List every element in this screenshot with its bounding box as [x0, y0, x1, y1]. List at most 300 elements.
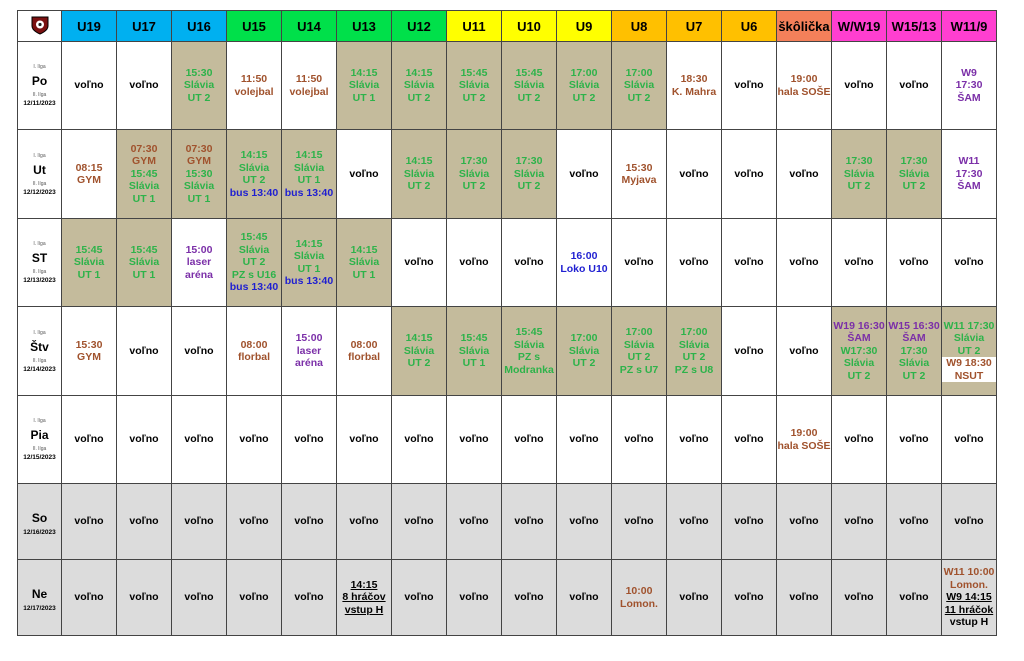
schedule-entry-line: aréna — [294, 357, 324, 370]
schedule-entry-line: voľno — [569, 515, 599, 528]
schedule-cell — [832, 560, 887, 636]
day-label-cell — [18, 396, 62, 484]
schedule-entry-line: Slávia — [403, 79, 435, 92]
schedule-entry-line: UT 2 — [187, 91, 211, 104]
schedule-entry-line: W17:30 — [840, 344, 878, 357]
schedule-entry-line: Slávia — [513, 167, 545, 180]
schedule-cell — [557, 42, 612, 130]
schedule-entry-line: voľno — [459, 591, 489, 604]
schedule-entry-line: Slávia — [458, 167, 490, 180]
schedule-entry-line: W9 18:30 — [942, 357, 996, 370]
schedule-entry-line: UT 2 — [682, 351, 706, 363]
schedule-entry-line: voľno — [789, 515, 819, 528]
schedule-entry-line: voľno — [789, 167, 819, 180]
schedule-entry-line: voľno — [679, 591, 709, 604]
column-header-u17: U17 — [117, 11, 172, 42]
schedule-entry-line: Slávia — [458, 79, 490, 92]
schedule-cell — [667, 130, 722, 219]
schedule-entry-line: Loko U10 — [560, 262, 608, 275]
schedule-cell — [667, 219, 722, 307]
schedule-entry-line: Modranka — [504, 363, 554, 376]
schedule-cell — [832, 396, 887, 484]
schedule-cell — [227, 396, 282, 484]
schedule-entry-line: 15:00 — [295, 332, 323, 345]
schedule-cell — [337, 484, 392, 560]
day-row — [18, 307, 997, 396]
schedule-cell — [62, 307, 117, 396]
schedule-entry-line: voľno — [954, 433, 984, 446]
day-date: 12/13/2023 — [23, 277, 56, 284]
schedule-entry-line: 15:45 — [460, 66, 488, 79]
schedule-entry-line: Slávia — [843, 357, 875, 370]
schedule-entry-line: bus 13:40 — [284, 186, 334, 199]
schedule-cell — [887, 130, 942, 219]
schedule-cell — [832, 307, 887, 396]
schedule-cell — [392, 560, 447, 636]
day-name: Ne — [31, 587, 48, 601]
schedule-entry-line: Slávia — [513, 79, 545, 92]
schedule-entry-line: W11 17:30 — [943, 319, 995, 332]
schedule-cell — [612, 219, 667, 307]
schedule-entry-line: UT 2 — [627, 351, 651, 363]
schedule-entry-line: 17:30 — [845, 155, 873, 168]
schedule-cell — [447, 396, 502, 484]
league-note: II. líga — [32, 92, 47, 98]
schedule-entry-line: W11 — [958, 155, 980, 168]
schedule-cell — [337, 560, 392, 636]
schedule-entry-line: Slávia — [183, 180, 215, 193]
schedule-entry-line: UT 2 — [957, 344, 981, 357]
schedule-cell — [557, 307, 612, 396]
schedule-entry-line: 15:45 — [240, 231, 268, 244]
schedule-entry-line: bus 13:40 — [229, 281, 279, 294]
schedule-entry-line: 17:00 — [570, 66, 598, 79]
schedule-cell — [942, 396, 997, 484]
schedule-entry-line: florbal — [347, 351, 381, 363]
schedule-cell — [282, 42, 337, 130]
schedule-entry-line: volejbal — [289, 85, 329, 98]
schedule-cell — [337, 42, 392, 130]
schedule-entry-line: voľno — [569, 433, 599, 446]
schedule-cell — [172, 560, 227, 636]
schedule-entry-line: laser — [186, 256, 212, 269]
schedule-cell — [447, 42, 502, 130]
schedule-entry-line: UT 1 — [297, 174, 321, 186]
day-label-cell — [18, 484, 62, 560]
schedule-entry-line: ŠAM — [847, 332, 871, 345]
day-label-cell — [18, 560, 62, 636]
schedule-cell — [887, 560, 942, 636]
schedule-entry-line: volejbal — [234, 85, 274, 98]
schedule-entry-line: UT 2 — [572, 357, 596, 370]
schedule-cell — [117, 42, 172, 130]
schedule-entry-line: voľno — [734, 167, 764, 180]
column-header-u9: U9 — [557, 11, 612, 42]
column-header-u13: U13 — [337, 11, 392, 42]
league-note: II. líga — [32, 357, 47, 364]
schedule-entry-line: Slávia — [568, 344, 600, 357]
schedule-entry-line: 18:30 — [680, 73, 708, 85]
schedule-cell — [502, 130, 557, 219]
schedule-cell — [942, 42, 997, 130]
schedule-entry-line: UT 1 — [77, 268, 101, 281]
schedule-cell — [502, 307, 557, 396]
schedule-cell — [172, 484, 227, 560]
day-date: 12/11/2023 — [23, 100, 56, 107]
schedule-entry-line: voľno — [184, 591, 214, 604]
schedule-entry-line: voľno — [294, 591, 324, 604]
schedule-entry-line: voľno — [679, 167, 709, 180]
schedule-cell — [832, 130, 887, 219]
schedule-entry-line: voľno — [734, 515, 764, 528]
schedule-entry-line: voľno — [679, 256, 709, 269]
schedule-entry-line: UT 1 — [132, 268, 156, 281]
schedule-entry-line: voľno — [294, 515, 324, 528]
schedule-cell — [172, 219, 227, 307]
schedule-entry-line: Slávia — [73, 256, 105, 269]
schedule-entry-line: voľno — [789, 591, 819, 604]
schedule-cell — [117, 484, 172, 560]
schedule-entry-line: voľno — [184, 515, 214, 528]
schedule-entry-line: Slávia — [678, 338, 710, 351]
schedule-cell — [502, 219, 557, 307]
schedule-entry-line: 14:15 — [295, 237, 323, 250]
league-note: I. líga — [33, 152, 46, 159]
schedule-cell — [832, 484, 887, 560]
schedule-entry-line: UT 1 — [297, 262, 321, 275]
schedule-entry-line: W11 10:00 — [943, 566, 995, 579]
schedule-cell — [667, 484, 722, 560]
schedule-entry-line: voľno — [734, 79, 764, 92]
column-header-w11-9: W11/9 — [942, 11, 997, 42]
schedule-cell — [612, 396, 667, 484]
schedule-entry-line: voľno — [844, 256, 874, 269]
schedule-cell — [887, 42, 942, 130]
schedule-entry-line: Slávia — [898, 167, 930, 180]
schedule-entry-line: 08:15 — [75, 161, 103, 174]
column-header-u7: U7 — [667, 11, 722, 42]
day-label-cell — [18, 130, 62, 219]
schedule-cell — [282, 219, 337, 307]
schedule-cell — [557, 484, 612, 560]
schedule-entry-line: ŠAM — [902, 332, 926, 345]
schedule-cell — [447, 484, 502, 560]
schedule-entry-line: voľno — [404, 256, 434, 269]
schedule-entry-line: laser — [296, 344, 322, 357]
schedule-entry-line: voľno — [569, 167, 599, 180]
schedule-entry-line: voľno — [954, 256, 984, 269]
schedule-entry-line: Slávia — [843, 167, 875, 180]
schedule-entry-line: GYM — [132, 155, 156, 168]
schedule-cell — [667, 396, 722, 484]
schedule-entry-line: UT 2 — [847, 180, 871, 193]
league-note: I. líga — [33, 329, 46, 336]
schedule-entry-line: voľno — [789, 344, 819, 357]
schedule-cell — [227, 307, 282, 396]
schedule-entry-line: voľno — [624, 515, 654, 528]
schedule-entry-line: voľno — [899, 79, 929, 92]
schedule-entry-line: GYM — [187, 155, 211, 168]
schedule-entry-line: voľno — [954, 515, 984, 528]
schedule-entry-line: florbal — [237, 351, 271, 363]
schedule-cell — [62, 130, 117, 219]
day-row — [18, 484, 997, 560]
column-header-u14: U14 — [282, 11, 337, 42]
schedule-cell — [722, 42, 777, 130]
day-date: 12/16/2023 — [23, 529, 56, 536]
schedule-entry-line: W15 16:30 — [888, 319, 940, 332]
schedule-cell — [62, 396, 117, 484]
schedule-entry-line: Slávia — [403, 167, 435, 180]
schedule-entry-line: 17:00 — [625, 66, 653, 79]
schedule-entry-line: 14:15 — [405, 332, 433, 345]
schedule-entry-line: 14:15 — [350, 243, 378, 256]
schedule-entry-line: 15:45 — [460, 332, 488, 345]
schedule-entry-line: voľno — [239, 515, 269, 528]
schedule-entry-line: 14:15 — [295, 149, 323, 161]
column-header-u8: U8 — [612, 11, 667, 42]
day-row — [18, 42, 997, 130]
schedule-entry-line: vstup H — [949, 616, 989, 629]
schedule-entry-line: Myjava — [621, 174, 657, 186]
schedule-entry-line: 15:45 — [75, 243, 103, 256]
schedule-entry-line: voľno — [514, 433, 544, 446]
schedule-cell — [557, 130, 612, 219]
schedule-cell — [172, 396, 227, 484]
schedule-entry-line: 17:30 — [515, 155, 543, 168]
schedule-cell — [942, 560, 997, 636]
schedule-entry-line: voľno — [349, 515, 379, 528]
schedule-cell — [502, 484, 557, 560]
schedule-entry-line: hala SOŠE — [777, 85, 831, 98]
day-name: Štv — [30, 339, 49, 354]
schedule-entry-line: 16:00 — [570, 250, 598, 262]
schedule-entry-line: 19:00 — [790, 427, 818, 439]
column-header-u16: U16 — [172, 11, 227, 42]
schedule-entry-line: 11:50 — [240, 73, 268, 85]
schedule-entry-line: voľno — [514, 591, 544, 604]
schedule-cell — [942, 219, 997, 307]
schedule-entry-line: UT 2 — [407, 91, 431, 104]
schedule-cell — [777, 560, 832, 636]
schedule-cell — [62, 484, 117, 560]
day-date: 12/15/2023 — [23, 454, 56, 461]
schedule-entry-line: UT 1 — [132, 192, 156, 205]
league-note: II. líga — [32, 180, 47, 187]
day-date: 12/14/2023 — [23, 365, 56, 373]
schedule-entry-line: UT 2 — [407, 180, 431, 193]
schedule-entry-line: voľno — [789, 256, 819, 269]
schedule-entry-line: UT 1 — [462, 357, 486, 370]
schedule-cell — [722, 396, 777, 484]
schedule-table — [17, 10, 997, 636]
league-note: II. líga — [32, 446, 47, 452]
schedule-cell — [777, 219, 832, 307]
day-label-cell — [18, 307, 62, 396]
schedule-cell — [117, 396, 172, 484]
schedule-entry-line: voľno — [404, 591, 434, 604]
schedule-entry-line: voľno — [184, 433, 214, 446]
schedule-entry-line: voľno — [899, 256, 929, 269]
schedule-cell — [447, 307, 502, 396]
schedule-entry-line: PZ s U16 — [231, 268, 277, 281]
schedule-cell — [722, 219, 777, 307]
day-label-cell — [18, 42, 62, 130]
schedule-entry-line: 10:00 — [625, 585, 653, 597]
schedule-entry-line: NSUT — [942, 370, 996, 383]
schedule-entry-line: 15:45 — [130, 243, 158, 256]
schedule-entry-line: PZ s U8 — [674, 363, 714, 376]
schedule-entry-line: Lomon. — [950, 578, 988, 591]
schedule-entry-line: UT 2 — [847, 369, 871, 382]
schedule-entry-line: UT 1 — [187, 192, 211, 205]
schedule-entry-line: UT 1 — [352, 268, 376, 281]
schedule-entry-line: hala SOŠE — [777, 439, 831, 452]
schedule-entry-line: Slávia — [293, 161, 325, 174]
schedule-entry-line: Slávia — [403, 344, 435, 357]
day-name: Ut — [33, 162, 46, 177]
schedule-entry-line: voľno — [74, 515, 104, 528]
schedule-entry-line: UT 2 — [517, 91, 541, 104]
schedule-entry-line: 08:00 — [350, 338, 378, 351]
schedule-entry-line: Slávia — [623, 79, 655, 92]
schedule-entry-line: Slávia — [623, 338, 655, 351]
schedule-cell — [172, 42, 227, 130]
schedule-entry-line: 17:00 — [625, 326, 653, 338]
schedule-cell — [777, 484, 832, 560]
column-header-u12: U12 — [392, 11, 447, 42]
schedule-entry-line: voľno — [624, 256, 654, 269]
schedule-cell — [612, 307, 667, 396]
schedule-cell — [62, 560, 117, 636]
schedule-entry-line: voľno — [624, 433, 654, 446]
schedule-entry-line: bus 13:40 — [229, 186, 279, 199]
header-row — [18, 11, 997, 42]
league-note: I. líga — [33, 241, 46, 247]
schedule-cell — [282, 484, 337, 560]
day-date: 12/17/2023 — [23, 605, 56, 612]
schedule-entry-line: ŠAM — [957, 91, 981, 104]
schedule-cell — [337, 396, 392, 484]
schedule-entry-line: voľno — [129, 591, 159, 604]
schedule-entry-line: voľno — [459, 515, 489, 528]
schedule-entry-line: Slávia — [513, 338, 545, 351]
schedule-cell — [722, 484, 777, 560]
schedule-entry-line: UT 2 — [407, 357, 431, 370]
schedule-cell — [887, 484, 942, 560]
schedule-entry-line: W19 16:30 — [833, 319, 885, 332]
schedule-entry-line: Slávia — [898, 357, 930, 370]
league-note: I. líga — [33, 64, 46, 70]
schedule-entry-line: voľno — [569, 591, 599, 604]
schedule-cell — [832, 42, 887, 130]
schedule-entry-line: 8 hráčov — [342, 591, 386, 604]
schedule-cell — [227, 560, 282, 636]
schedule-entry-line: UT 2 — [462, 180, 486, 193]
schedule-entry-line: voľno — [734, 344, 764, 357]
schedule-cell — [777, 42, 832, 130]
schedule-cell — [722, 130, 777, 219]
schedule-entry-line: Slávia — [348, 79, 380, 92]
schedule-entry-line: voľno — [899, 515, 929, 528]
schedule-entry-line: bus 13:40 — [284, 275, 334, 287]
schedule-cell — [227, 484, 282, 560]
schedule-entry-line: voľno — [899, 591, 929, 604]
schedule-entry-line: 17:30 — [900, 344, 928, 357]
column-header-u19: U19 — [62, 11, 117, 42]
column-header-u11: U11 — [447, 11, 502, 42]
day-name: Pia — [30, 428, 49, 442]
schedule-entry-line: voľno — [74, 79, 104, 92]
schedule-cell — [227, 219, 282, 307]
column-header-u6: U6 — [722, 11, 777, 42]
schedule-cell — [942, 307, 997, 396]
schedule-entry-line: 17:30 — [955, 167, 983, 180]
schedule-entry-line: 07:30 — [130, 142, 158, 155]
schedule-cell — [887, 219, 942, 307]
schedule-entry-line: voľno — [129, 79, 159, 92]
schedule-entry-line: Slávia — [568, 79, 600, 92]
schedule-entry-line: Slávia — [183, 79, 215, 92]
schedule-cell — [612, 42, 667, 130]
schedule-entry-line: UT 2 — [242, 256, 266, 269]
schedule-entry-line: 19:00 — [790, 73, 818, 85]
column-header-w15-13: W15/13 — [887, 11, 942, 42]
club-logo-icon — [29, 14, 51, 36]
schedule-cell — [62, 219, 117, 307]
schedule-entry-line: 17:00 — [680, 326, 708, 338]
day-row — [18, 219, 997, 307]
schedule-cell — [282, 396, 337, 484]
schedule-entry-line: 17:30 — [460, 155, 488, 168]
schedule-cell — [227, 42, 282, 130]
schedule-cell — [337, 307, 392, 396]
day-name: ST — [31, 251, 48, 265]
column-header-u10: U10 — [502, 11, 557, 42]
schedule-entry-line: Slávia — [238, 161, 270, 174]
schedule-cell — [392, 484, 447, 560]
column-header-u15: U15 — [227, 11, 282, 42]
schedule-entry-line: PZ s U7 — [619, 363, 659, 376]
schedule-cell — [557, 396, 612, 484]
schedule-entry-line: voľno — [679, 515, 709, 528]
schedule-entry-line: UT 2 — [627, 91, 651, 104]
schedule-entry-line: Slávia — [458, 344, 490, 357]
schedule-cell — [722, 307, 777, 396]
schedule-cell — [172, 130, 227, 219]
schedule-cell — [282, 130, 337, 219]
schedule-entry-line: 14:15 — [350, 66, 378, 79]
schedule-entry-line: Slávia — [293, 250, 325, 262]
schedule-entry-line: UT 2 — [902, 369, 926, 382]
schedule-cell — [502, 560, 557, 636]
schedule-cell — [447, 219, 502, 307]
schedule-cell — [722, 560, 777, 636]
schedule-entry-line: voľno — [74, 591, 104, 604]
schedule-entry-line: voľno — [844, 79, 874, 92]
schedule-entry-line: 15:30 — [625, 161, 653, 174]
schedule-cell — [667, 560, 722, 636]
schedule-entry-line: UT 2 — [572, 91, 596, 104]
schedule-cell — [777, 396, 832, 484]
schedule-entry-line: Slávia — [128, 180, 160, 193]
day-date: 12/12/2023 — [23, 188, 56, 196]
schedule-entry-line: 08:00 — [240, 338, 268, 351]
schedule-entry-line: 11 hráčok — [944, 603, 994, 616]
schedule-entry-line: GYM — [77, 351, 101, 363]
logo-cell — [18, 11, 62, 42]
schedule-entry-line: 15:00 — [185, 243, 213, 256]
